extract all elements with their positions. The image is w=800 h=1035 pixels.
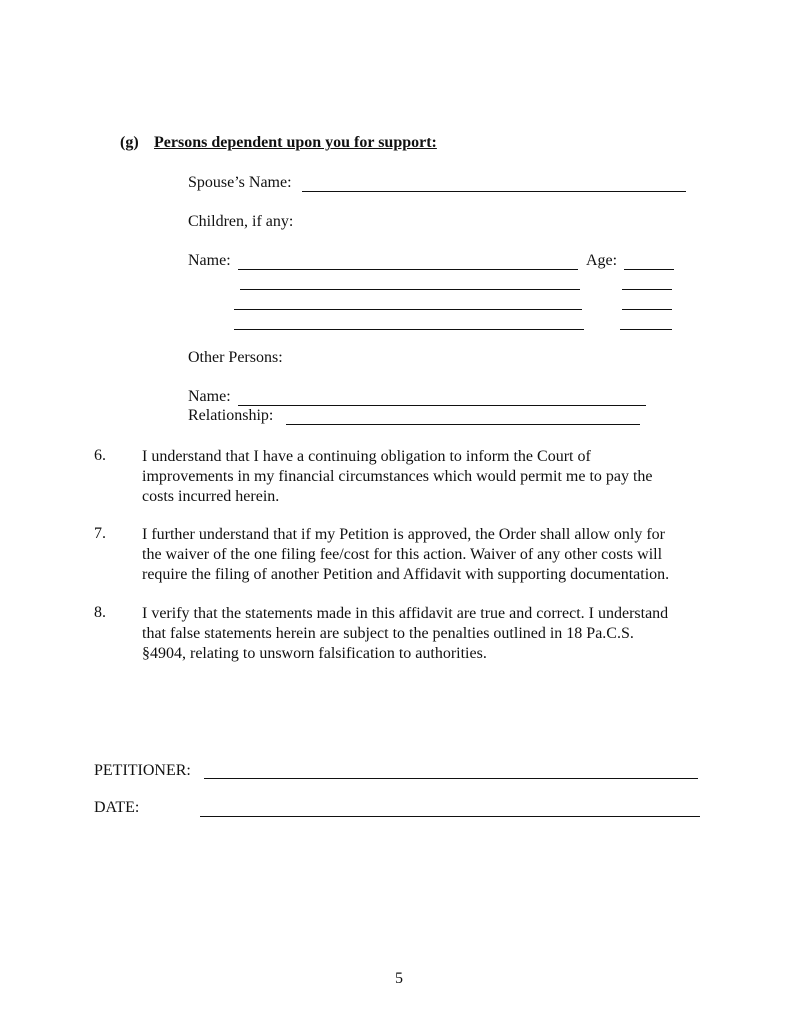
section-g-heading: Persons dependent upon you for support: (154, 134, 437, 151)
child-age-field-3[interactable] (622, 309, 672, 310)
petitioner-label: PETITIONER: (94, 762, 191, 779)
item-8-line-1: I verify that the statements made in this affidavit are true and correct. I understand (142, 605, 669, 622)
item-6-number: 6. (94, 447, 106, 464)
item-7-line-2: the waiver of the one filing fee/cost for this action. Waiver of any other costs will (142, 546, 663, 563)
child-name-field-2[interactable] (240, 289, 580, 290)
relationship-label: Relationship: (188, 407, 274, 424)
item-8-line-3: §4904, relating to unsworn falsification to authorities. (142, 645, 487, 662)
item-7-line-3: require the filing of another Petition and Affidavit with supporting documentation. (142, 566, 670, 583)
item-6-text (142, 447, 742, 507)
child-name-field-1[interactable] (238, 269, 578, 270)
section-g-label: (g) (120, 134, 139, 151)
item-7-number: 7. (94, 525, 106, 542)
other-name-field[interactable] (238, 405, 646, 406)
date-label: DATE: (94, 799, 140, 816)
spouse-name-field[interactable] (302, 191, 686, 192)
item-6-line-1: I understand that I have a continuing obligation to inform the Court of (142, 448, 591, 465)
item-7-line-1: I further understand that if my Petition is approved, the Order shall allow only for (142, 526, 665, 543)
item-8-line-2: that false statements herein are subject to the penalties outlined in 18 Pa.C.S. (142, 625, 634, 642)
child-age-label: Age: (586, 252, 618, 269)
petitioner-signature-field[interactable] (204, 778, 698, 779)
child-age-field-2[interactable] (622, 289, 672, 290)
spouse-name-label: Spouse’s Name: (188, 174, 292, 191)
page-number: 5 (395, 970, 403, 987)
item-8-text (142, 604, 742, 664)
children-heading: Children, if any: (188, 213, 294, 230)
child-name-label: Name: (188, 252, 231, 269)
date-field[interactable] (200, 816, 700, 817)
child-age-field-1[interactable] (624, 269, 674, 270)
item-6-line-3: costs incurred herein. (142, 488, 280, 505)
child-age-field-4[interactable] (620, 329, 672, 330)
other-persons-heading: Other Persons: (188, 349, 283, 366)
other-name-label: Name: (188, 388, 231, 405)
item-8-number: 8. (94, 604, 106, 621)
item-6-line-2: improvements in my financial circumstances which would permit me to pay the (142, 468, 653, 485)
child-name-field-3[interactable] (234, 309, 582, 310)
item-7-text (142, 525, 742, 585)
child-name-field-4[interactable] (234, 329, 584, 330)
relationship-field[interactable] (286, 424, 640, 425)
